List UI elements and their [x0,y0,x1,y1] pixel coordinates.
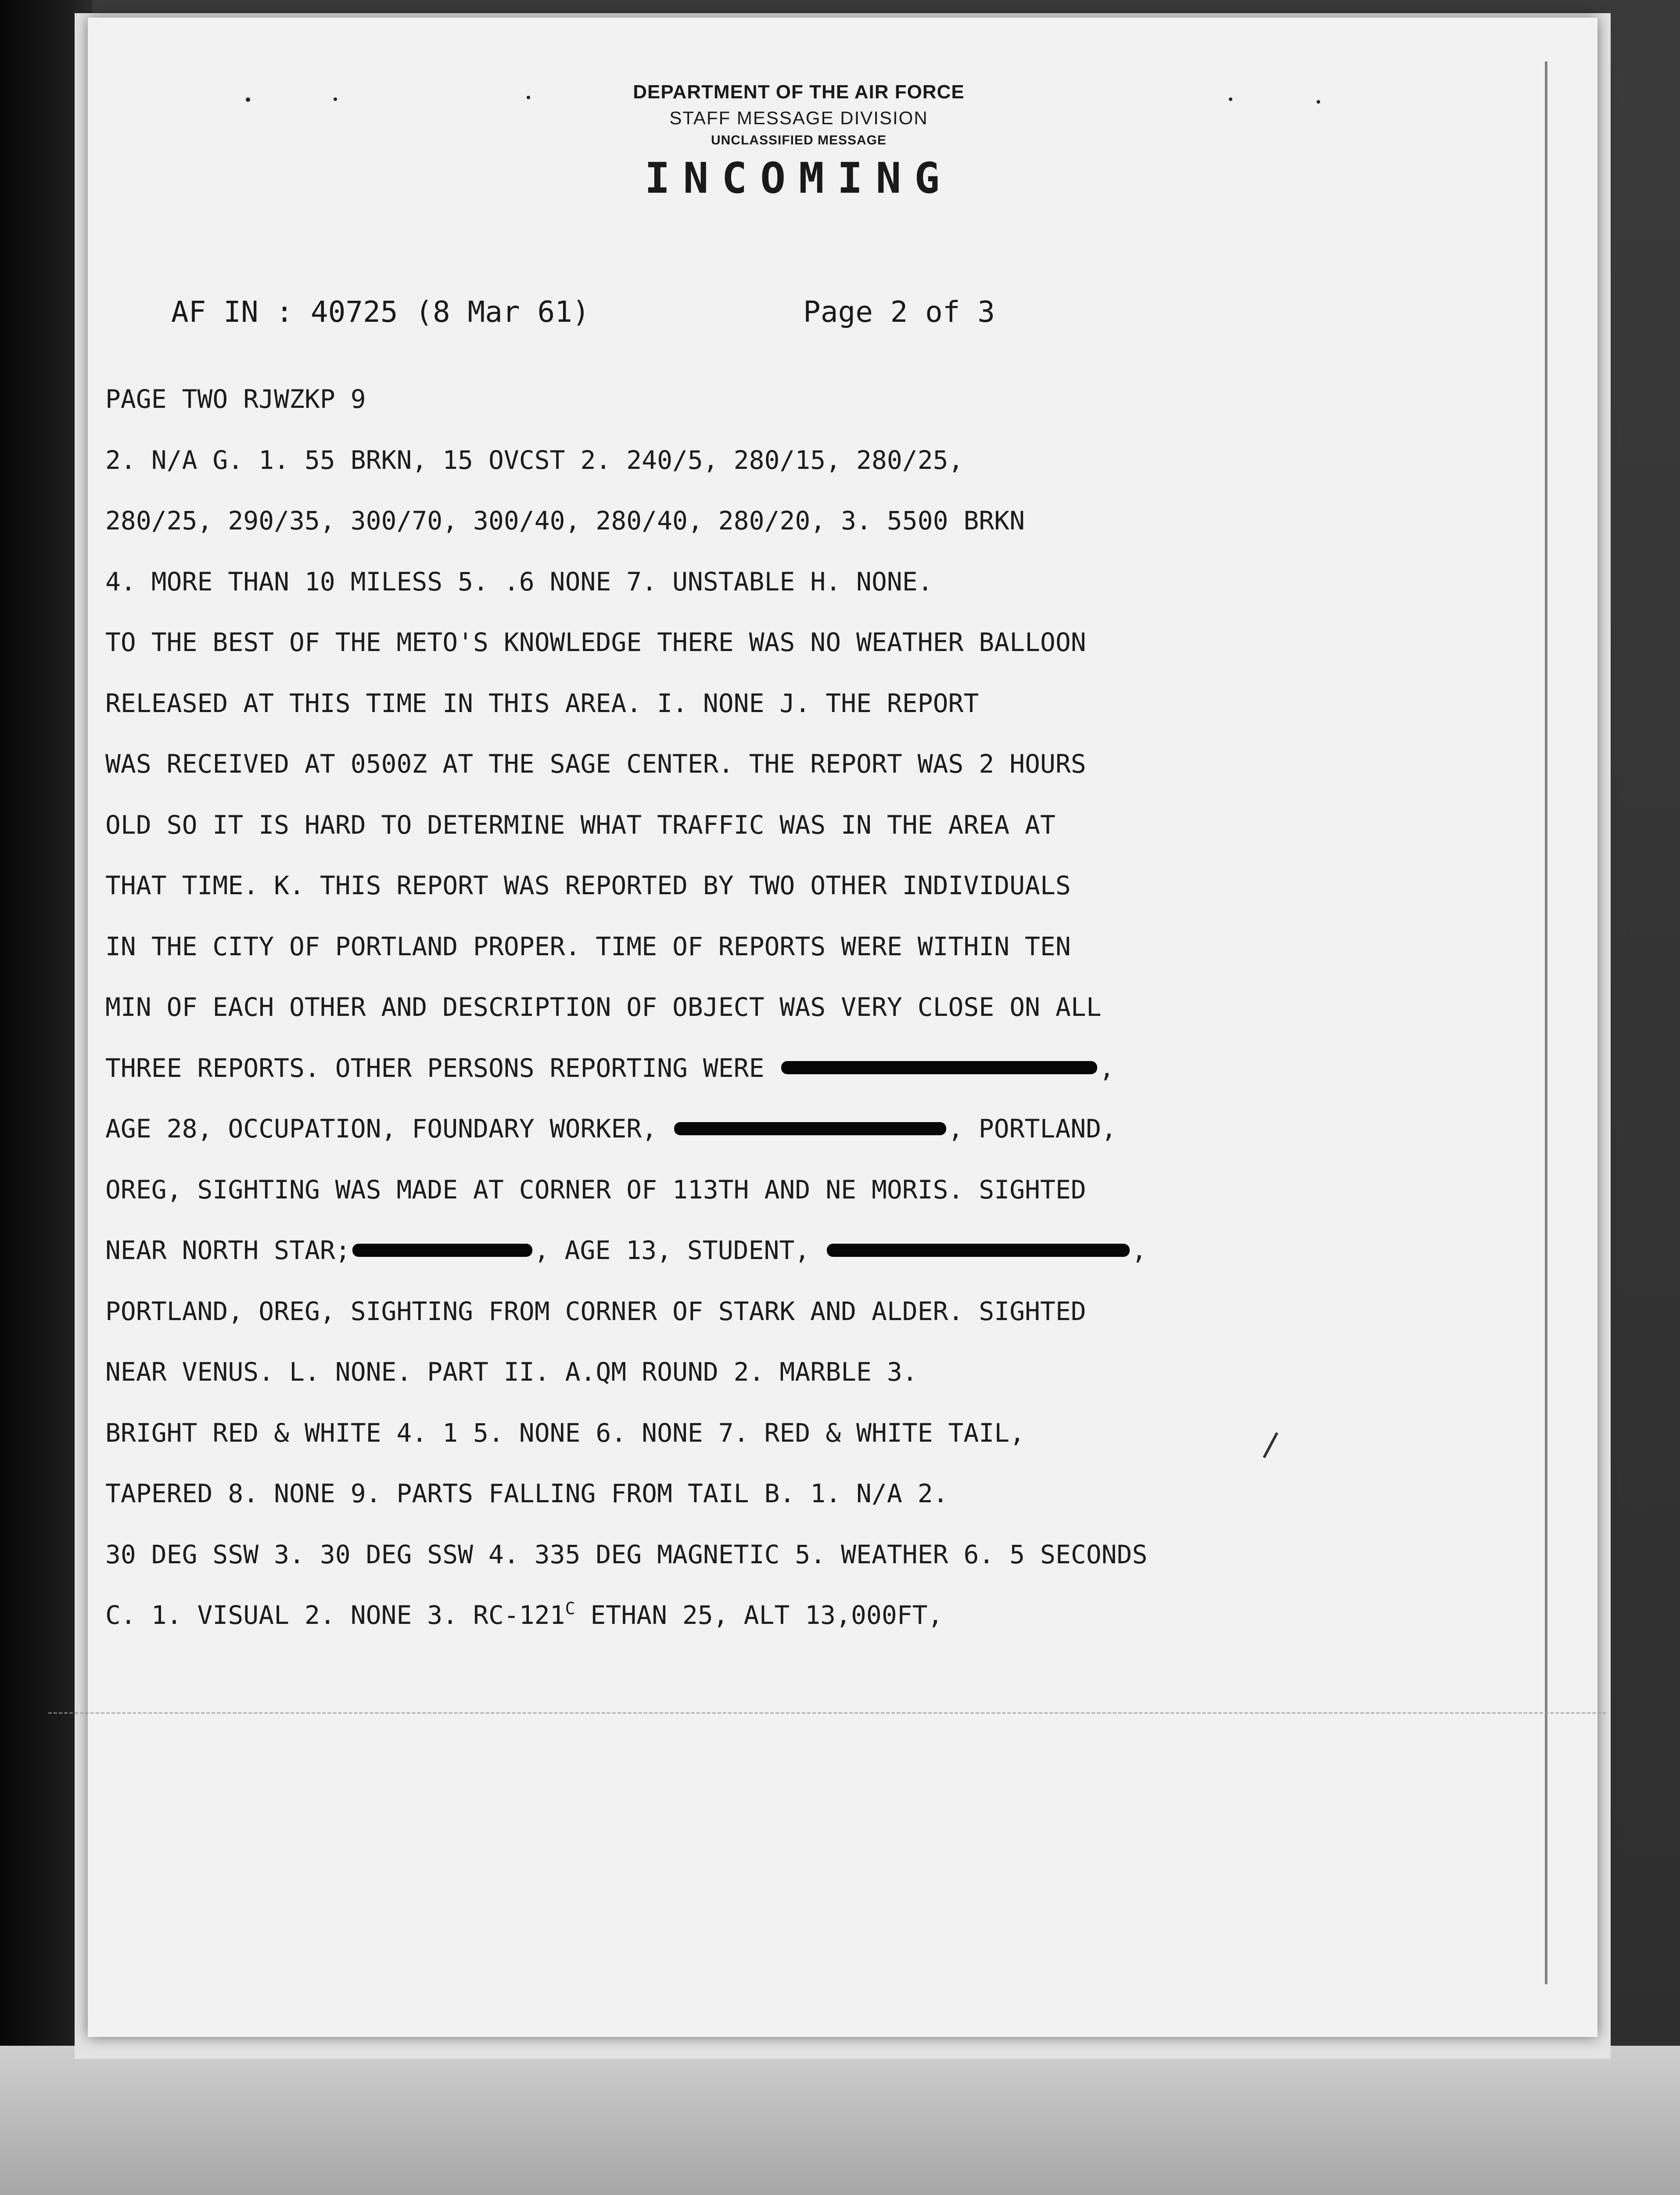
body-text-segment: ETHAN 25, ALT 13,000FT, [575,1600,943,1630]
division-title: STAFF MESSAGE DIVISION [669,108,928,128]
message-body [105,369,1510,1646]
body-line: WAS RECEIVED AT 0500Z AT THE SAGE CENTER. THE REPORT WAS 2 HOURS [105,749,1086,779]
body-text-segment: , AGE 13, STUDENT, [534,1235,826,1265]
body-text-segment: , [1099,1053,1115,1083]
body-line: BRIGHT RED & WHITE 4. 1 5. NONE 6. NONE 7. RED & WHITE TAIL, [105,1418,1025,1448]
reference-row [171,295,1137,339]
body-line: THAT TIME. K. THIS REPORT WAS REPORTED BY TWO OTHER INDIVIDUALS [105,871,1071,900]
fold-line [48,1712,1606,1715]
body-line: RELEASED AT THIS TIME IN THIS AREA. I. NONE J. THE REPORT [105,688,979,718]
af-in-reference: AF IN : 40725 (8 Mar 61) [171,295,590,329]
page-number: Page 2 of 3 [803,295,995,329]
body-text-segment: , PORTLAND, [948,1114,1117,1144]
body-line: MIN OF EACH OTHER AND DESCRIPTION OF OBJECT WAS VERY CLOSE ON ALL [105,992,1102,1022]
body-line [105,1220,1510,1281]
redaction-bar [827,1244,1130,1257]
body-line: 30 DEG SSW 3. 30 DEG SSW 4. 335 DEG MAGNETIC 5. WEATHER 6. 5 SECONDS [105,1539,1148,1569]
redaction-bar [674,1122,946,1135]
body-text-segment: AGE 28, OCCUPATION, FOUNDARY WORKER, [105,1114,673,1144]
body-line: IN THE CITY OF PORTLAND PROPER. TIME OF REPORTS WERE WITHIN TEN [105,931,1071,961]
speck [334,97,337,101]
message-header [518,79,1080,205]
body-line: 280/25, 290/35, 300/70, 300/40, 280/40, 280/20, 3. 5500 BRKN [105,506,1025,536]
redaction-bar [781,1061,1097,1074]
body-line [105,1585,1510,1646]
body-line [105,1098,1510,1159]
body-line: PORTLAND, OREG, SIGHTING FROM CORNER OF STARK AND ALDER. SIGHTED [105,1296,1086,1326]
body-line: PAGE TWO RJWZKP 9 [105,384,366,414]
body-text-segment: THREE REPORTS. OTHER PERSONS REPORTING WERE [105,1053,780,1083]
superscript-mark: C [565,1599,575,1618]
body-line: 4. MORE THAN 10 MILESS 5. .6 NONE 7. UNSTABLE H. NONE. [105,566,933,597]
body-line: OREG, SIGHTING WAS MADE AT CORNER OF 113TH AND NE MORIS. SIGHTED [105,1174,1086,1205]
body-line: NEAR VENUS. L. NONE. PART II. A.QM ROUND 2. MARBLE 3. [105,1357,918,1387]
body-line: TAPERED 8. NONE 9. PARTS FALLING FROM TAIL B. 1. N/A 2. [105,1479,948,1508]
body-line [105,1038,1510,1099]
redaction-bar [352,1244,532,1257]
department-title: DEPARTMENT OF THE AIR FORCE [633,81,965,103]
body-text-segment: NEAR NORTH STAR; [105,1235,351,1265]
body-line: TO THE BEST OF THE METO'S KNOWLEDGE THERE WAS NO WEATHER BALLOON [105,627,1086,657]
speck [1229,97,1232,101]
speck [1317,100,1320,104]
direction-label: INCOMING [644,154,953,203]
body-text-segment: C. 1. VISUAL 2. NONE 3. RC-121 [105,1600,565,1630]
speck [246,97,250,102]
lower-background-band [0,2046,1680,2195]
body-line: 2. N/A G. 1. 55 BRKN, 15 OVCST 2. 240/5, 280/15, 280/25, [105,445,964,475]
classification-label: UNCLASSIFIED MESSAGE [711,133,887,148]
body-text-segment: , [1131,1235,1147,1265]
right-margin-line [1545,61,1547,1984]
body-line: OLD SO IT IS HARD TO DETERMINE WHAT TRAFFIC WAS IN THE AREA AT [105,810,1055,840]
